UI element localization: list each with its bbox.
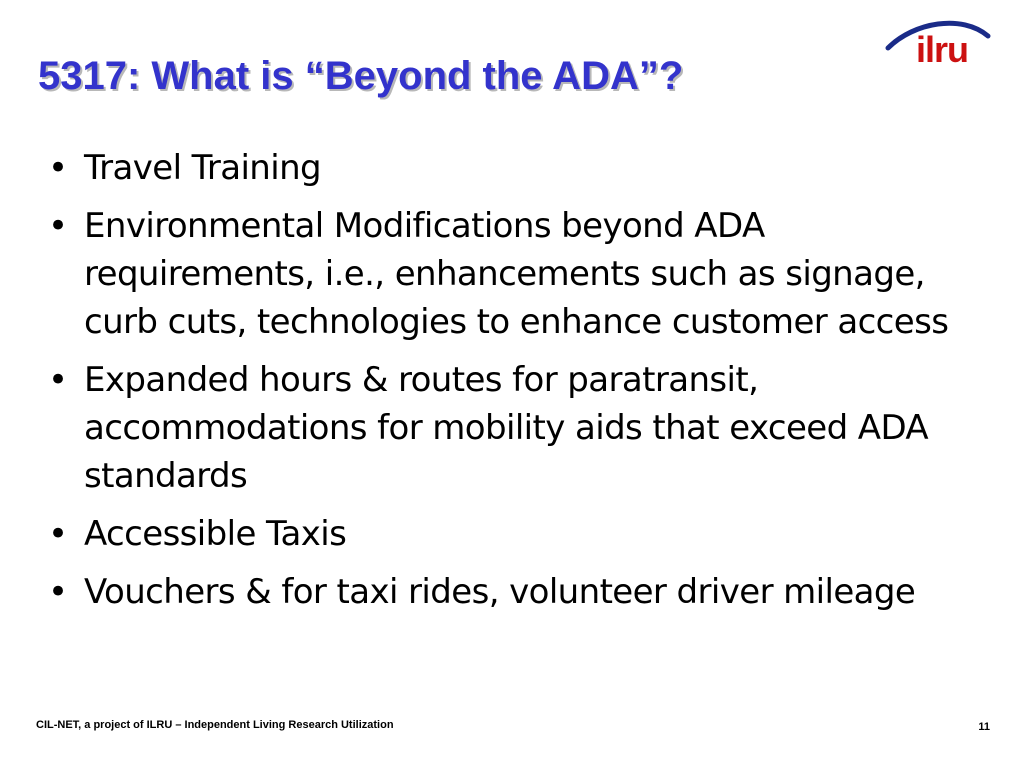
ilru-logo [884, 14, 994, 74]
footer-text: CIL-NET, a project of ILRU – Independent Living Research Utilization [36, 719, 394, 731]
bullet-icon: • [48, 514, 68, 554]
page-number: 11 [978, 721, 990, 733]
bullet-item [44, 510, 994, 558]
bullet-list [44, 144, 994, 626]
bullet-text: Expanded hours & routes for paratransit, accommodations for mobility aids that exceed ADA standards [84, 360, 929, 496]
bullet-text: Environmental Modifications beyond ADA requirements, i.e., enhancements such as signage, curb cuts, technologies to enhance customer access [84, 206, 949, 342]
bullet-text: Vouchers & for taxi rides, volunteer driver mileage [84, 572, 916, 612]
logo-text: ilru [916, 29, 969, 70]
bullet-icon: • [48, 148, 68, 188]
bullet-text: Accessible Taxis [84, 514, 347, 554]
slide-title: 5317: What is “Beyond the ADA”? [38, 54, 684, 98]
bullet-icon: • [48, 360, 68, 400]
bullet-item [44, 202, 994, 346]
bullet-icon: • [48, 572, 68, 612]
bullet-icon: • [48, 206, 68, 246]
bullet-text: Travel Training [84, 148, 322, 188]
bullet-item [44, 356, 994, 500]
bullet-item [44, 568, 994, 616]
bullet-item [44, 144, 994, 192]
